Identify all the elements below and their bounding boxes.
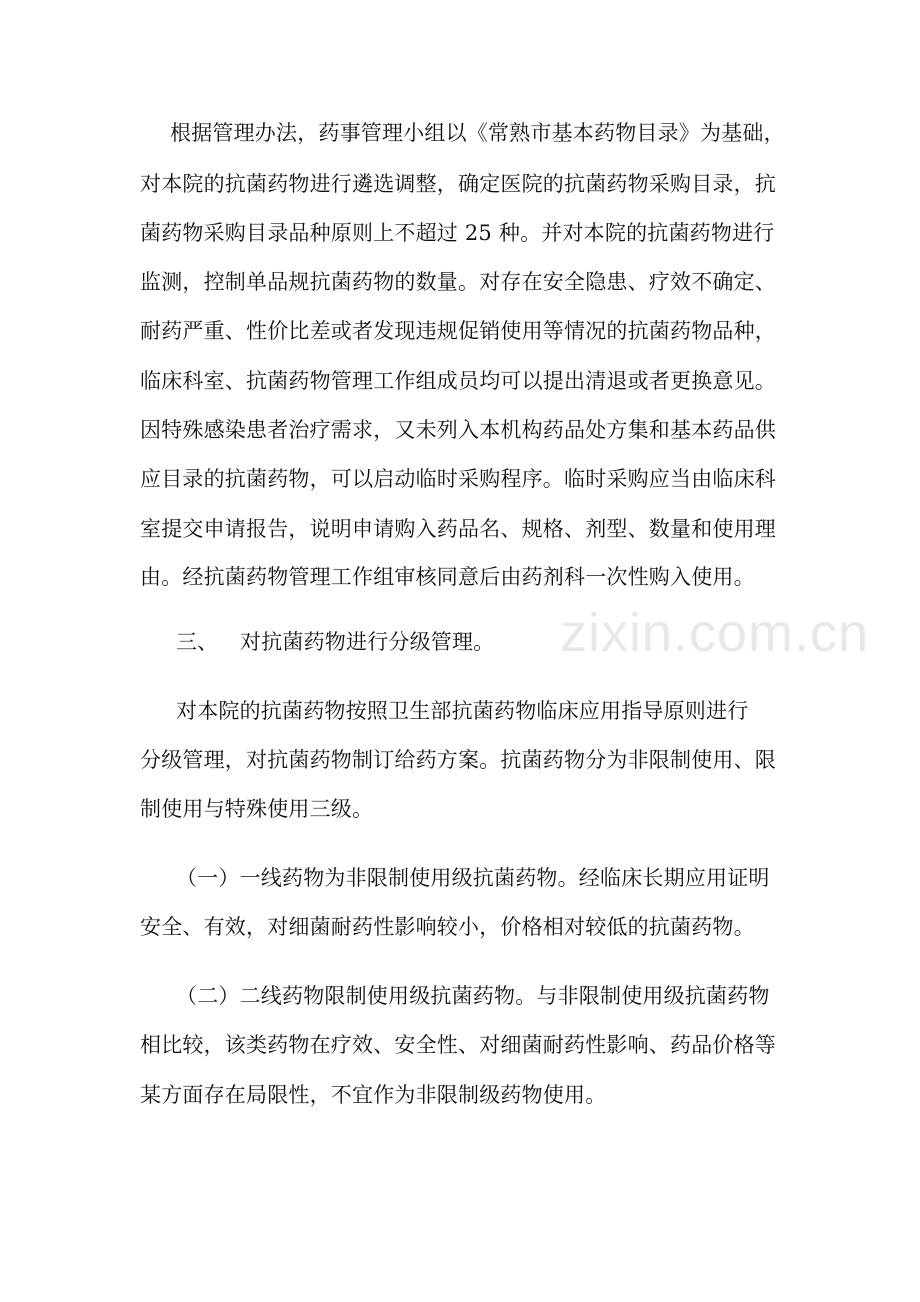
text-line: 对本院的抗菌药物按照卫生部抗菌药物临床应用指导原则进行 [176,699,749,723]
text-line: 应目录的抗菌药物，可以启动临时采购程序。临时采购应当由临床科 [140,467,776,491]
section-number: 三、 [176,630,218,654]
text-line: 监测，控制单品规抗菌药物的数量。对存在安全隐患、疗效不确定、 [140,270,776,294]
watermark: zixin.com.cn [560,603,870,663]
text-line: 菌药物采购目录品种原则上不超过 25 种。并对本院的抗菌药物进行 [140,221,775,245]
text-line: 根据管理办法，药事管理小组以《常熟市基本药物目录》为基础， [170,121,785,145]
text-line: （二）二线药物限制使用级抗菌药物。与非限制使用级抗菌药物 [176,984,770,1008]
text-line: （一）一线药物为非限制使用级抗菌药物。经临床长期应用证明 [176,866,770,890]
text-line: 分级管理，对抗菌药物制订给药方案。抗菌药物分为非限制使用、限 [140,748,776,772]
text-line: 由。经抗菌药物管理工作组审核同意后由药剂科一次性购入使用。 [140,565,755,589]
text-line: 制使用与特殊使用三级。 [140,797,374,821]
text-line: 临床科室、抗菌药物管理工作组成员均可以提出清退或者更换意见。 [140,369,776,393]
text-line: 某方面存在局限性，不宜作为非限制级药物使用。 [140,1083,607,1107]
text-line: 因特殊感染患者治疗需求，又未列入本机构药品处方集和基本药品供 [140,418,776,442]
text-line: 安全、有效，对细菌耐药性影响较小，价格相对较低的抗菌药物。 [140,915,755,939]
text-line: 相比较，该类药物在疗效、安全性、对细菌耐药性影响、药品价格等 [140,1033,776,1057]
text-line: 对本院的抗菌药物进行遴选调整，确定医院的抗菌药物采购目录，抗 [140,172,776,196]
text-line: 室提交申请报告，说明申请购入药品名、规格、剂型、数量和使用理 [140,517,776,541]
text-line: 耐药严重、性价比差或者发现违规促销使用等情况的抗菌药物品种， [140,319,776,343]
section-title: 对抗菌药物进行分级管理。 [240,630,495,654]
